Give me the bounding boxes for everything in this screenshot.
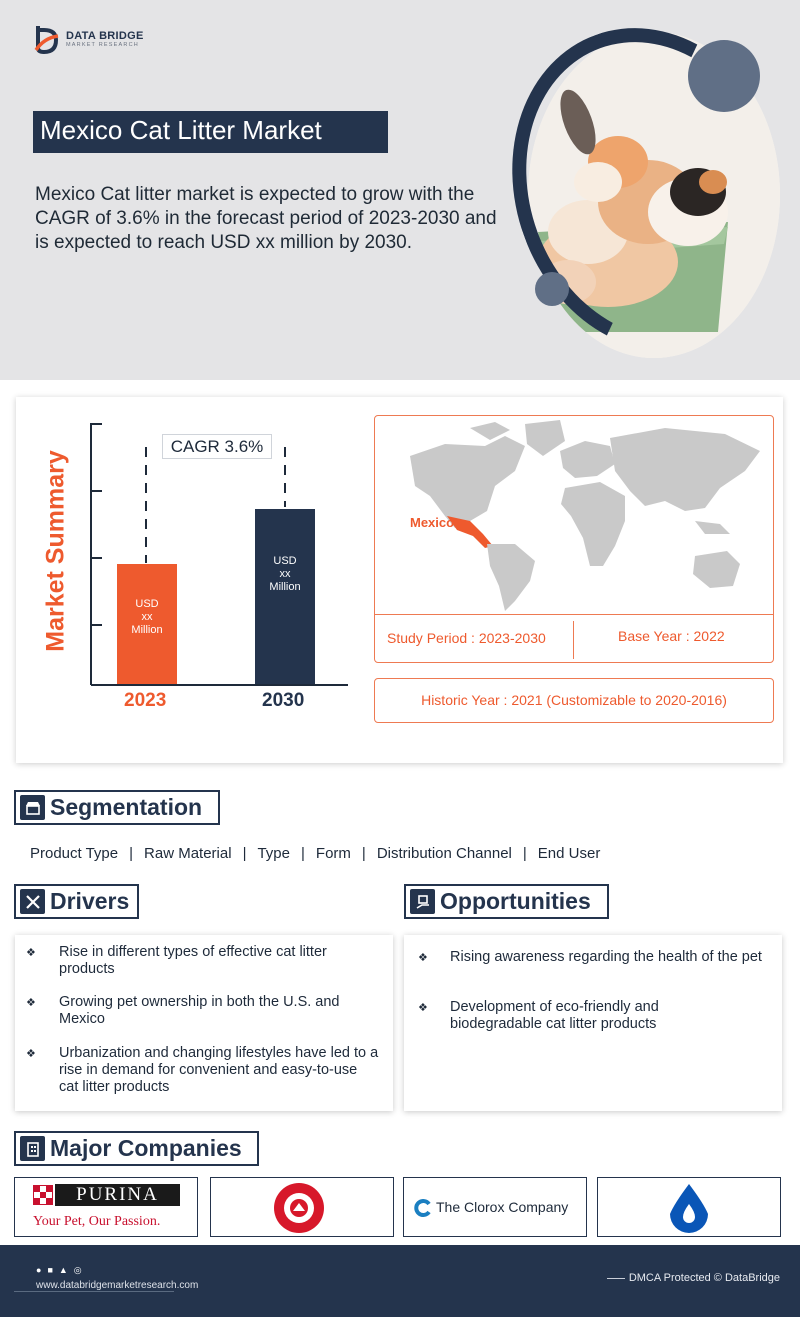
year-2030-label: 2030 xyxy=(262,690,305,711)
segmentation-list xyxy=(30,845,600,862)
market-summary-label: Market Summary xyxy=(41,450,70,652)
map-divider xyxy=(375,614,774,615)
storefront-icon xyxy=(20,795,45,820)
opportunities-heading: Opportunities xyxy=(404,884,609,919)
purina-tagline: Your Pet, Our Passion. xyxy=(33,1214,161,1229)
segment-separator: | xyxy=(361,845,366,862)
footer xyxy=(0,1245,800,1317)
decorative-dot-small xyxy=(535,272,569,306)
world-map-box xyxy=(374,415,774,663)
drivers-heading: Drivers xyxy=(14,884,139,919)
year-2023-label: 2023 xyxy=(124,690,167,711)
diamond-bullet-icon: ❖ xyxy=(26,947,36,959)
study-period: Study Period : 2023-2030 xyxy=(387,630,546,646)
intro-text: Mexico Cat litter market is expected to grow with the CAGR of 3.6% in the forecast period of 2023-2030 and is expected to reach USD xx million by 2030. xyxy=(35,184,497,253)
bar-label-2023: USD xx Million xyxy=(131,598,163,636)
decorative-dot-large xyxy=(688,40,760,112)
segmentation-heading: Segmentation xyxy=(14,790,220,825)
hero-header xyxy=(0,0,800,380)
historic-year: Historic Year : 2021 (Customizable to 2020-2016) xyxy=(421,692,727,708)
driver-item: Growing pet ownership in both the U.S. and Mexico xyxy=(59,994,340,1027)
brand-name: DATA BRIDGE xyxy=(66,30,144,42)
company-logo-purina[interactable] xyxy=(14,1177,198,1237)
purina-wordmark: PURINA xyxy=(55,1184,180,1206)
logo-mark-icon xyxy=(34,24,62,54)
base-year: Base Year : 2022 xyxy=(618,628,725,644)
diamond-bullet-icon: ❖ xyxy=(26,997,36,1009)
company-logo-drop[interactable] xyxy=(597,1177,781,1237)
segment-item: Form xyxy=(315,845,351,862)
segment-item: Type xyxy=(257,845,290,862)
social-links xyxy=(36,1265,82,1276)
purina-checkerboard-icon xyxy=(33,1185,53,1205)
driver-item: Rise in different types of effective cat litter products xyxy=(59,944,327,977)
dmca-notice: DMCA Protected © DataBridge xyxy=(607,1272,780,1284)
diamond-bullet-icon: ❖ xyxy=(26,1048,36,1060)
segment-separator: | xyxy=(301,845,305,862)
church-dwight-seal-icon xyxy=(272,1181,326,1235)
segment-separator: | xyxy=(129,845,134,862)
historic-year-box xyxy=(374,678,774,723)
tools-icon xyxy=(20,889,45,914)
segment-item: Distribution Channel xyxy=(376,845,512,862)
clorox-name: The Clorox Company xyxy=(436,1199,569,1215)
bar-label-2030: USD xx Million xyxy=(269,555,301,593)
opportunities-card xyxy=(404,935,782,1111)
opportunity-item: Rising awareness regarding the health of the pet xyxy=(450,949,762,965)
drivers-card xyxy=(15,935,393,1111)
brand-tagline: MARKET RESEARCH xyxy=(66,42,139,48)
water-drop-icon xyxy=(664,1182,714,1234)
instagram-icon[interactable]: ◎ xyxy=(73,1265,82,1275)
footer-website-link[interactable]: www.databridgemarketresearch.com xyxy=(36,1280,199,1291)
company-logo-church-dwight[interactable] xyxy=(210,1177,394,1237)
cagr-badge: CAGR 3.6% xyxy=(162,434,272,459)
segment-separator: | xyxy=(242,845,247,862)
brand-logo[interactable] xyxy=(34,24,144,54)
opportunity-item: Development of eco-friendly and biodegradable cat litter products xyxy=(450,999,659,1032)
diamond-bullet-icon: ❖ xyxy=(418,952,428,964)
segment-separator: | xyxy=(522,845,527,862)
clorox-c-icon xyxy=(414,1199,432,1217)
bar-2030 xyxy=(255,509,315,684)
map-country-label: Mexico xyxy=(410,515,455,530)
major-companies-heading: Major Companies xyxy=(14,1131,259,1166)
segment-item: Product Type xyxy=(30,845,119,862)
segment-item: End User xyxy=(537,845,601,862)
world-map xyxy=(375,416,774,614)
whatsapp-icon[interactable]: ● xyxy=(36,1265,42,1275)
company-logo-clorox[interactable] xyxy=(403,1177,587,1237)
footer-divider xyxy=(14,1291,174,1292)
facebook-icon[interactable]: ■ xyxy=(47,1265,53,1275)
diamond-bullet-icon: ❖ xyxy=(418,1002,428,1014)
twitter-icon[interactable]: ▲ xyxy=(58,1265,68,1275)
building-icon xyxy=(20,1136,45,1161)
page-title: Mexico Cat Litter Market xyxy=(33,111,388,153)
driver-item: Urbanization and changing lifestyles have led to a rise in demand for convenient and easy-to-use cat litter products xyxy=(59,1045,379,1095)
opportunity-icon xyxy=(410,889,435,914)
map-divider-vertical xyxy=(573,621,574,659)
segment-item: Raw Material xyxy=(144,845,232,862)
